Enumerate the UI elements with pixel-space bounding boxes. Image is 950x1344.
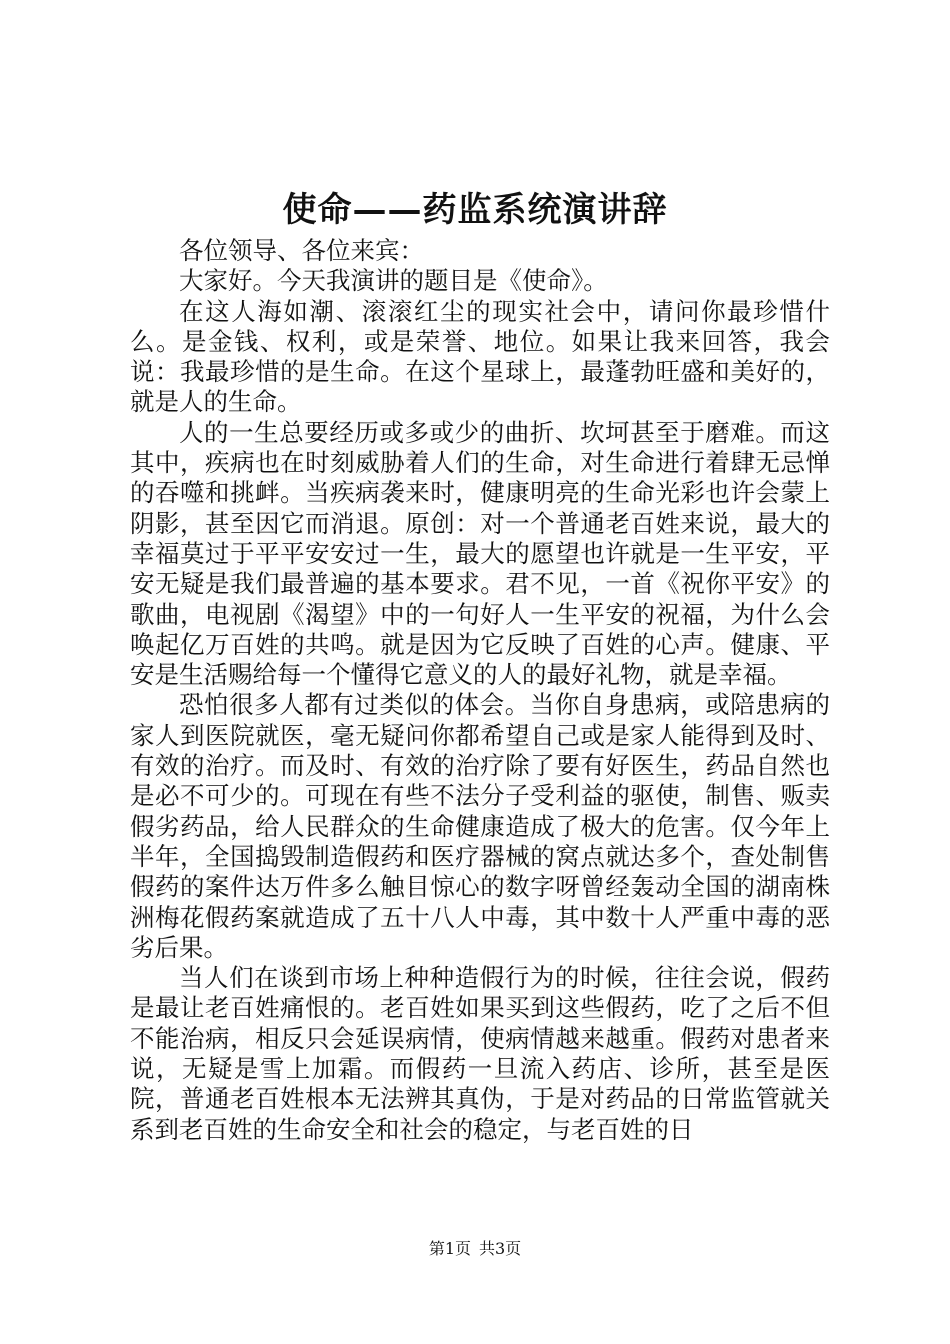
document-title: 使命——药监系统演讲辞 <box>282 190 668 230</box>
paragraph-greeting: 各位领导、各位来宾： <box>179 236 424 265</box>
paragraph: 人的一生总要经历或多或少的曲折、坎坷甚至于磨难。而这其中，疾病也在时刻威胁着人们的生命，对生命进行着肆无忌惮的吞噬和挑衅。当疾病袭来时，健康明亮的生命光彩也许会蒙上阴影，甚至因它而消退。原创：对一个普通老百姓来说，最大的幸福莫过于平平安安过一生，最大的愿望也许就是一生平安，平安无疑是我们最普遍的基本要求。君不见，一首《祝你平安》的歌曲，电视剧《渴望》中的一句好人一生平安的祝福，为什么会唤起亿万百姓的共鸣。就是因为它反映了百姓的心声。健康、平安是生活赐给每一个懂得它意义的人的最好礼物，就是幸福。 <box>130 417 830 690</box>
page-total: 共3页 <box>479 1239 522 1258</box>
page-footer <box>0 1238 950 1260</box>
paragraph-intro: 大家好。今天我演讲的题目是《使命》。 <box>179 266 608 296</box>
document-body <box>130 236 830 1145</box>
page-number: 第1页 <box>428 1239 471 1258</box>
paragraph: 恐怕很多人都有过类似的体会。当你自身患病，或陪患病的家人到医院就医，毫无疑问你都希望自己或是家人能得到及时、有效的治疗。而及时、有效的治疗除了要有好医生，药品自然也是必不可少的。可现在有些不法分子受利益的驱使，制售、贩卖假劣药品，给人民群众的生命健康造成了极大的危害。仅今年上半年，全国捣毁制造假药和医疗器械的窝点就达多个，查处制售假药的案件达万件多么触目惊心的数字呀曾经轰动全国的湖南株洲梅花假药案就造成了五十八人中毒，其中数十人严重中毒的恶劣后果。 <box>130 690 830 962</box>
paragraph: 当人们在谈到市场上种种造假行为的时候，往往会说，假药是最让老百姓痛恨的。老百姓如果买到这些假药，吃了之后不但不能治病，相反只会延误病情，使病情越来越重。假药对患者来说，无疑是雪上加霜。而假药一旦流入药店、诊所，甚至是医院，普通老百姓根本无法辨其真伪，于是对药品的日常监管就关系到老百姓的生命安全和社会的稳定，与老百姓的日 <box>130 963 830 1144</box>
paragraph: 在这人海如潮、滚滚红尘的现实社会中，请问你最珍惜什么。是金钱、权利，或是荣誉、地位。如果让我来回答，我会说：我最珍惜的是生命。在这个星球上，最蓬勃旺盛和美好的，就是人的生命。 <box>130 296 830 417</box>
